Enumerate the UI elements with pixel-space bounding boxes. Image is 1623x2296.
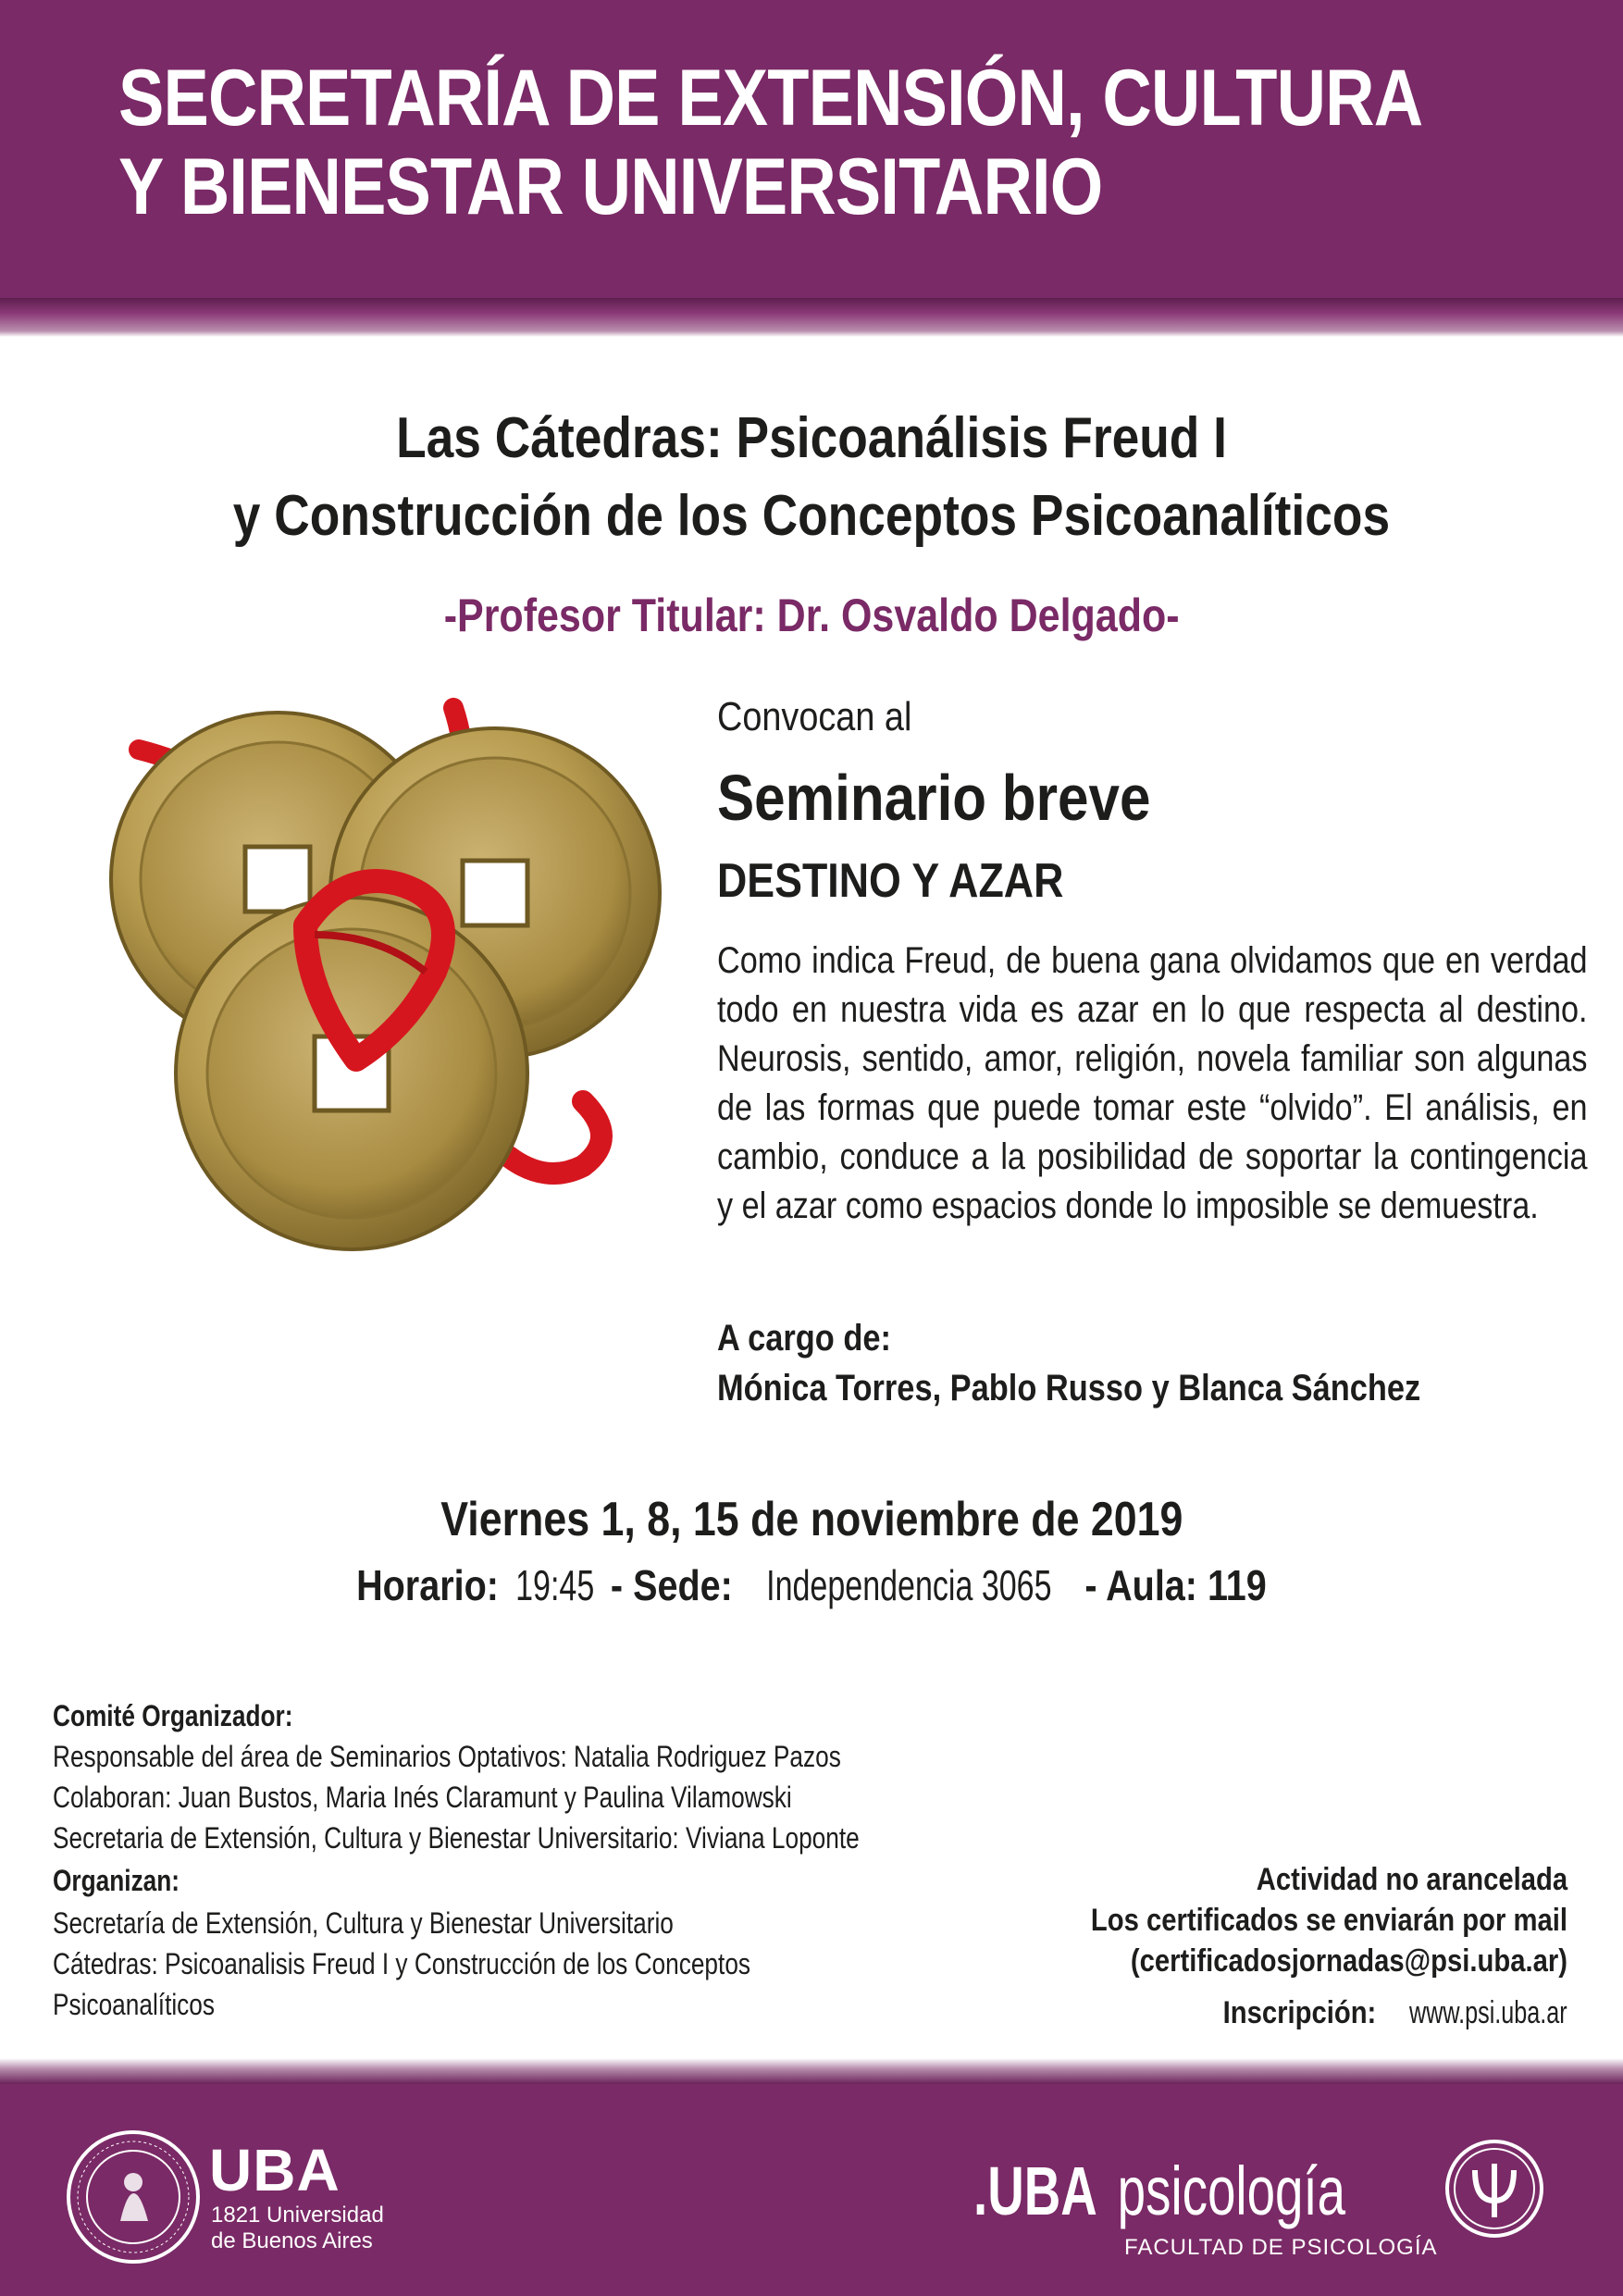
header-shadow xyxy=(0,298,1623,337)
registration-link[interactable]: www.psi.uba.ar xyxy=(1409,1995,1567,2030)
certificates-email: (certificadosjornadas@psi.uba.ar) xyxy=(1130,1943,1567,1979)
free-activity-notice: Actividad no arancelada xyxy=(1256,1862,1567,1897)
speakers: Mónica Torres, Pablo Russo y Blanca Sánchez xyxy=(717,1368,1421,1409)
coin-bottom xyxy=(176,898,527,1249)
registration xyxy=(1167,1995,1567,2031)
footer-shadow xyxy=(0,2058,1623,2084)
uba-psicologia-wordmark xyxy=(973,2152,1449,2230)
uba-subtitle-line-2: de Buenos Aires xyxy=(211,2228,373,2253)
header-band xyxy=(0,0,1623,298)
uba-seal-icon xyxy=(65,2128,202,2265)
organizer-line: Cátedras: Psicoanalisis Freud I y Construcción de los Conceptos xyxy=(53,1947,751,1980)
seminar-title: DESTINO Y AZAR xyxy=(717,854,1064,908)
time-label: Horario: xyxy=(356,1561,499,1609)
course-title-line-2: y Construcción de los Conceptos Psicoanalíticos xyxy=(232,484,1391,548)
seminar-type: Seminario breve xyxy=(717,762,1151,834)
psi-logo-icon xyxy=(1443,2138,1545,2240)
faculty-name: FACULTAD DE PSICOLOGÍA xyxy=(1124,2235,1438,2260)
certificates-notice: Los certificados se enviarán por mail xyxy=(1090,1903,1567,1938)
header-title xyxy=(118,54,1623,231)
venue-label: - Sede: xyxy=(610,1561,733,1609)
in-charge-label: A cargo de: xyxy=(717,1318,891,1359)
venue-value: Independencia 3065 xyxy=(765,1561,1052,1609)
uba-wordmark: UBA xyxy=(209,2137,341,2203)
committee-line: Colaboran: Juan Bustos, Maria Inés Claramunt y Paulina Vilamowski xyxy=(53,1781,792,1814)
event-schedule xyxy=(0,1560,1623,1610)
committee-label: Comité Organizador: xyxy=(53,1699,293,1732)
committee-line: Secretaria de Extensión, Cultura y Bienestar Universitario: Viviana Lopontе xyxy=(53,1821,860,1855)
course-title-line-1: Las Cátedras: Psicoanálisis Freud I xyxy=(396,406,1227,470)
header-title-line-2: Y BIENESTAR UNIVERSITARIO xyxy=(118,143,1103,231)
event-dates: Viernes 1, 8, 15 de noviembre de 2019 xyxy=(440,1493,1183,1546)
registration-label: Inscripción: xyxy=(1222,1995,1377,2030)
room-label: - Aula: 119 xyxy=(1084,1561,1267,1609)
uba-psi-prefix: .UBA xyxy=(973,2153,1097,2229)
convocation-intro: Convocan al xyxy=(717,694,912,739)
organizer-line: Secretaría de Extensión, Cultura y Bienestar Universitario xyxy=(53,1906,674,1940)
time-value: 19:45 xyxy=(514,1561,595,1609)
professor: -Profesor Titular: Dr. Osvaldo Delgado- xyxy=(443,590,1180,641)
organizers-label: Organizan: xyxy=(53,1864,180,1897)
chinese-coins-image xyxy=(102,694,694,1268)
seminar-description: Como indica Freud, de buena gana olvidamos que en verdad todo en nuestra vida es azar en lo que respecta al destino. Neurosis, sentido, amor, religión, novela familiar son algunas de las formas que puede tomar este “olvido”. El análisis, en cambio, conduce a la posibilidad de soportar la contingencia y el azar como espacios donde lo imposible se demuestra. xyxy=(717,940,1588,1226)
organizer-line: Psicoanalíticos xyxy=(53,1988,216,2021)
uba-subtitle-line-1: 1821 Universidad xyxy=(211,2203,384,2228)
committee-line: Responsable del área de Seminarios Optativos: Natalia Rodriguez Pazos xyxy=(53,1740,841,1773)
header-title-line-1: SECRETARÍA DE EXTENSIÓN, CULTURA xyxy=(118,54,1423,143)
uba-psi-word: psicología xyxy=(1117,2153,1346,2229)
